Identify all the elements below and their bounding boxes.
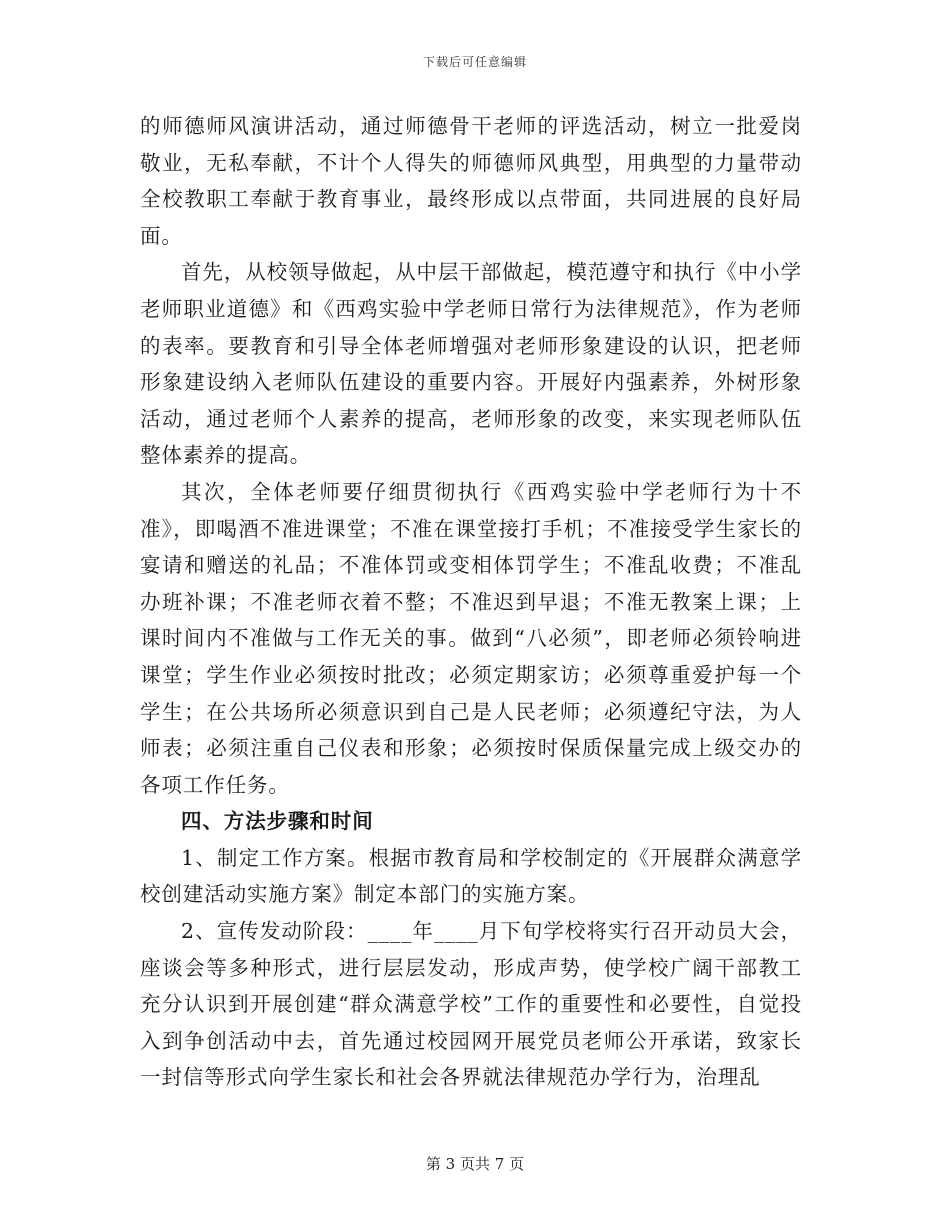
- section-heading: 四、方法步骤和时间: [181, 809, 374, 834]
- page-number: 第 3 页共 7 页: [425, 1155, 525, 1173]
- document-body: [140, 108, 802, 1096]
- paragraph-step-1: 1、制定工作方案。根据市教育局和学校制定的《开展群众满意学校创建活动实施方案》制定本部门的实施方案。: [140, 845, 802, 907]
- paragraph-second-point: 其次，全体老师要仔细贯彻执行《西鸡实验中学老师行为十不准》，即喝酒不准进课堂；不准在课堂接打手机；不准接受学生家长的宴请和赠送的礼品；不准体罚或变相体罚学生；不准乱收费；不准乱办班补课；不准老师衣着不整；不准迟到早退；不准无教案上课；上课时间内不准做与工作无关的事。做到“八必须”，即老师必须铃响进课堂；学生作业必须按时批改；必须定期家访；必须尊重爱护每一个学生；在公共场所必须意识到自己是人民老师；必须遵纪守法，为人师表；必须注重自己仪表和形象；必须按时保质保量完成上级交办的各项工作任务。: [140, 479, 802, 797]
- paragraph-step-2: 2、宣传发动阶段：____年____月下旬学校将实行召开动员大会，座谈会等多种形式，进行层层发动，形成声势，使学校广阔干部教工充分认识到开展创建“群众满意学校”工作的重要性和必要性，自觉投入到争创活动中去，首先通过校园网开展党员老师公开承诺，致家长一封信等形式向学生家长和社会各界就法律规范办学行为，治理乱: [140, 919, 802, 1090]
- page-header-note: 下载后可任意编辑: [422, 55, 527, 69]
- paragraph-first-point: 首先，从校领导做起，从中层干部做起，模范遵守和执行《中小学老师职业道德》和《西鸡实验中学老师日常行为法律规范》，作为老师的表率。要教育和引导全体老师增强对老师形象建设的认识，把老师形象建设纳入老师队伍建设的重要内容。开展好内强素养，外树形象活动，通过老师个人素养的提高，老师形象的改变，来实现老师队伍整体素养的提高。: [140, 260, 802, 468]
- paragraph-continued: 的师德师风演讲活动，通过师德骨干老师的评选活动，树立一批爱岗敬业，无私奉献，不计个人得失的师德师风典型，用典型的力量带动全校教职工奉献于教育事业，最终形成以点带面，共同进展的良好局面。: [140, 114, 802, 248]
